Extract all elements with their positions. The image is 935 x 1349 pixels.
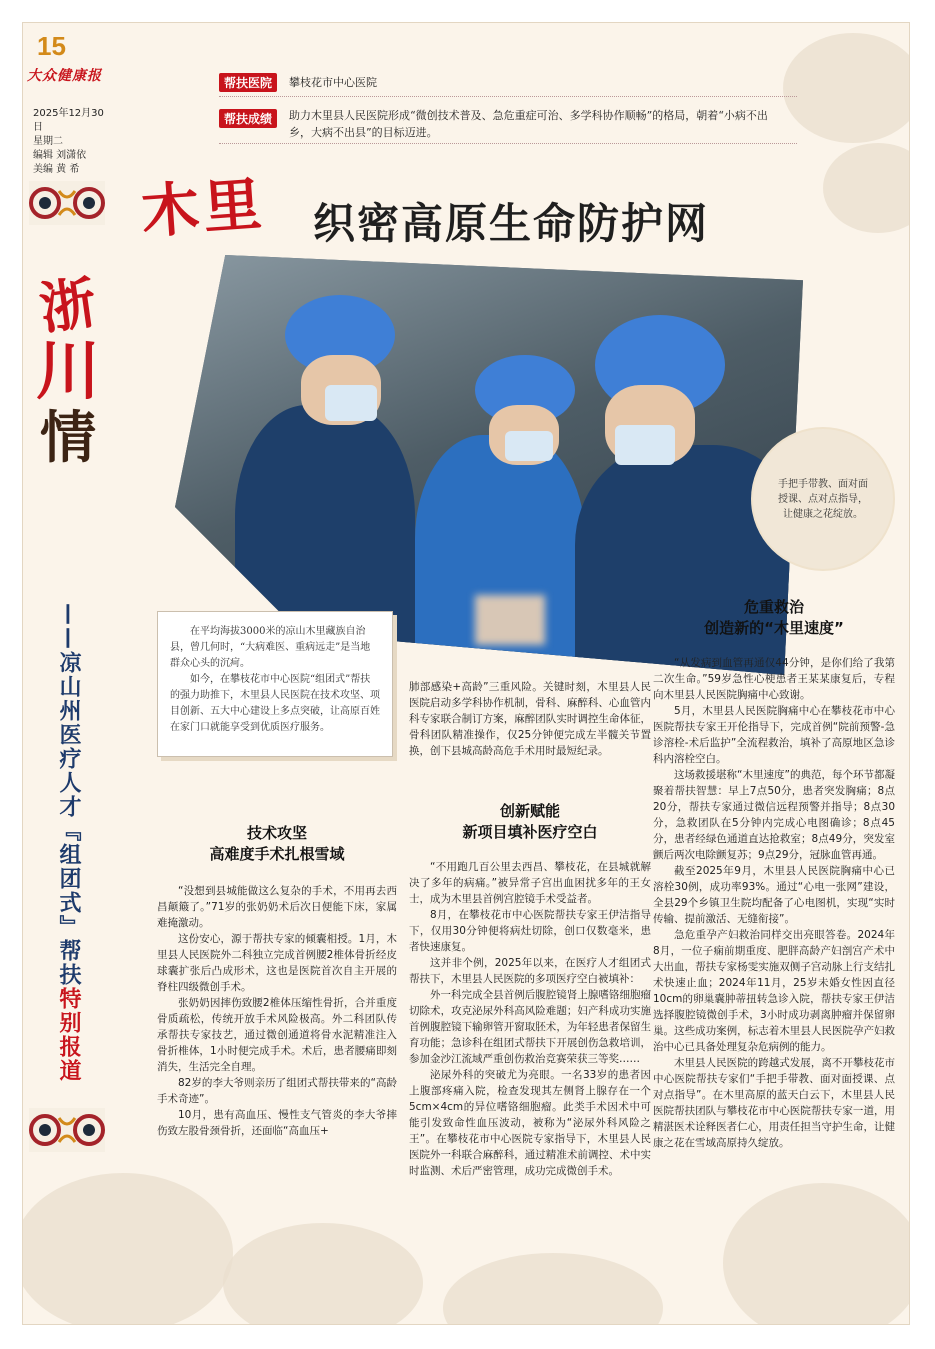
column-title-char: 川 [36, 334, 100, 409]
section-heading [157, 823, 397, 865]
article-paragraph: 外一科完成全县首例后腹腔镜肾上腺嗜铬细胞瘤切除术，攻克泌尿外科高风险难题；妇产科成功实施首例腹腔镜下输卵管开窗取胚术，为年轻患者保留生育功能；急诊科在组团式帮扶下开展创伤急救培训，参加金沙江流域严重创伤救治竞赛荣获三等奖…… [409, 989, 651, 1065]
photo-figure [325, 385, 377, 421]
result-tag: 帮扶成绩 [219, 109, 277, 128]
decorative-cloud [823, 143, 910, 233]
section-heading [653, 597, 895, 639]
article-paragraph: 急危重孕产妇救治同样交出亮眼答卷。2024年8月，一位子痫前期重度、肥胖高龄产妇剖宫产术中大出血，帮扶专家杨雯实施双侧子宫动脉上行支结扎术快速止血；2024年11月，25岁未婚女性因直径10cm的卵巢囊肿蒂扭转急诊入院，帮扶专家王伊洁选择腹腔镜微创手术，3小时成功剥离肿瘤并保留卵巢。这些成功案例，标志着木里县人民医院孕产妇救治中心已具备处理复杂危病例的能力。 [653, 929, 895, 1053]
section-heading-line: 危重救治 [743, 598, 804, 616]
decorative-cloud [223, 1223, 423, 1325]
section-heading [409, 801, 651, 843]
issue-weekday: 星期二 [33, 136, 63, 147]
decorative-cloud [723, 1183, 910, 1325]
article-paragraph: “没想到县城能做这么复杂的手术，不用再去西昌颠簸了。”71岁的张奶奶术后次日便能下床，家属难掩激动。 [157, 885, 397, 929]
special-report-prefix: ——凉山州医疗人才『组团式』帮扶 [56, 603, 81, 987]
section-heading-line: 技术攻坚 [246, 824, 307, 842]
section-heading-line: 创造新的“木里速度” [704, 619, 844, 637]
article-column [409, 679, 651, 759]
intro-paragraph: 如今，在攀枝花市中心医院“组团式”帮扶的强力助推下，木里县人民医院在技术攻坚、项目创新、五大中心建设上多点突破，让高原百姓在家门口就能享受到优质医疗服务。 [170, 674, 380, 733]
column-title-char: 情 [40, 405, 96, 471]
special-report-label [53, 603, 83, 1083]
hospital-tag: 帮扶医院 [219, 73, 277, 92]
column-title-char: 浙 [35, 269, 101, 343]
newspaper-page [22, 22, 910, 1325]
article-paragraph: 8月，在攀枝花市中心医院帮扶专家王伊洁指导下，仅用30分钟便将病灶切除，创口仅数毫米，患者快速康复。 [409, 909, 651, 953]
article-paragraph: “从发病到血管再通仅44分钟，是你们给了我第二次生命。”59岁急性心梗患者王某某康复后，专程向木里县人民医院胸痛中心致谢。 [653, 657, 895, 701]
section-heading-line: 创新赋能 [499, 802, 560, 820]
photo-caption: 手把手带教、面对面授课、点对点指导，让健康之花绽放。 [753, 429, 893, 569]
article-paragraph: 木里县人民医院的跨越式发展，离不开攀枝花市中心医院帮扶专家们“手把手带教、面对面授课、点对点指导”。在木里高原的蓝天白云下，木里县人民医院帮扶团队与攀枝花市中心医院帮扶专家一道，用精湛医术诠释医者仁心，用责任担当守护生命，让健康之花在雪域高原持久绽放。 [653, 1057, 895, 1149]
article-paragraph: 82岁的李大爷则亲历了组团式帮扶带来的“高龄手术奇迹”。 [157, 1077, 397, 1105]
page-number: 15 [37, 31, 66, 61]
article-paragraph: 这并非个例，2025年以来，在医疗人才组团式帮扶下，木里县人民医院的多项医疗空白被填补： [409, 957, 651, 985]
article-column [157, 883, 397, 1139]
article-paragraph: 这份安心，源于帮扶专家的倾囊相授。1月，木里县人民医院外二科独立完成首例腰2椎体骨折经皮球囊扩张后凸成形术，这也是医院首次自主开展的脊柱四级微创手术。 [157, 933, 397, 993]
article-paragraph: 泌尿外科的突破尤为亮眼。一名33岁的患者因上腹部疼痛入院，检查发现其左侧肾上腺存在一个5cm×4cm的异位嗜铬细胞瘤。此类手术因术中可能引发致命性血压波动，被称为“泌尿外科风险之王”。在攀枝花市中心医院专家指导下，木里县人民医院外一科联合麻醉科，通过精准术前调控、术中实时监测、术后严密管理，成功完成微创手术。 [409, 1069, 651, 1177]
issue-editor: 编辑 刘潇依 [33, 150, 87, 161]
divider [219, 96, 797, 97]
divider [219, 143, 797, 144]
section-heading-line: 新项目填补医疗空白 [462, 823, 598, 841]
article-paragraph: 肺部感染+高龄”三重风险。关键时刻，木里县人民医院启动多学科协作机制，骨科、麻醉科、心血管内科专家联合制订方案，麻醉团队实时调控生命体征，骨科团队精准操作，仅25分钟便完成左半髋关节置换，创下县城高龄高危手术用时最短纪录。 [409, 681, 651, 757]
photo-figure [505, 431, 553, 461]
article-paragraph: 10月，患有高血压、慢性支气管炎的李大爷摔伤致左股骨颈骨折，还面临“高血压+ [157, 1109, 397, 1137]
article-column [409, 859, 651, 1179]
article-paragraph: 截至2025年9月，木里县人民医院胸痛中心已溶栓30例，成功率93%。通过“心电一张网”建设，全县29个乡镇卫生院均配备了心电图机，实现“实时传输、提前激活、无缝衔接”。 [653, 865, 895, 925]
result-summary: 助力木里县人民医院形成“微创技术普及、急危重症可治、多学科协作顺畅”的格局，朝着“小病不出乡，大病不出县”的目标迈进。 [289, 109, 768, 139]
issue-meta [33, 107, 111, 177]
issue-date: 2025年12月30日 [33, 108, 104, 133]
headline-red: 木里 [139, 169, 268, 247]
article-paragraph: “不用跑几百公里去西昌、攀枝花，在县城就解决了多年的病痛。”被异常子宫出血困扰多年的王女士，成为木里县首例宫腔镜手术受益者。 [409, 861, 651, 905]
section-heading-line: 高难度手术扎根雪域 [209, 845, 345, 863]
newspaper-logo: 大众健康报 [27, 68, 102, 84]
intro-box [157, 611, 393, 757]
decorative-cloud [783, 33, 910, 143]
article-paragraph: 张奶奶因摔伤致腰2椎体压缩性骨折，合并重度骨质疏松，传统开放手术风险极高。外二科团队传承帮扶专家技艺，通过微创通道将骨水泥精准注入骨折椎体，1小时便完成手术。术后，患者腰痛即刻消失，生活完全自理。 [157, 997, 397, 1073]
photo-figure [615, 425, 675, 465]
special-report-highlight: 特别报道 [56, 987, 81, 1083]
yi-ornament-icon [29, 181, 105, 225]
hospital-name: 攀枝花市中心医院 [289, 76, 377, 89]
left-column [23, 23, 111, 1324]
headline: 织密高原生命防护网 [313, 199, 710, 248]
article-paragraph: 5月，木里县人民医院胸痛中心在攀枝花市中心医院帮扶专家王开伦指导下，完成首例“院前预警-急诊溶栓-术后监护”全流程救治，填补了高原地区急诊科内溶栓空白。 [653, 705, 895, 765]
article-column [653, 655, 895, 1151]
intro-paragraph: 在平均海拔3000米的凉山木里藏族自治县，曾几何时，“大病难医、重病远走”是当地群众心头的沉疴。 [170, 626, 371, 669]
article-paragraph: 这场救援堪称“木里速度”的典范，每个环节都凝聚着帮扶智慧：早上7点50分，患者突发胸痛；8点20分，帮扶专家通过微信远程预警并指导；8点30分，急救团队在5分钟内完成心电图确诊；8点45分，患者经绿色通道直达抢救室；8点49分，突发室颤后两次电除颤复苏；9点29分，冠脉血管再通。 [653, 769, 895, 861]
issue-designer: 美编 黄 希 [33, 164, 80, 175]
yi-ornament-icon [29, 1108, 105, 1152]
blurred-patient-area [475, 595, 545, 645]
decorative-cloud [443, 1253, 663, 1325]
column-title [33, 269, 103, 471]
